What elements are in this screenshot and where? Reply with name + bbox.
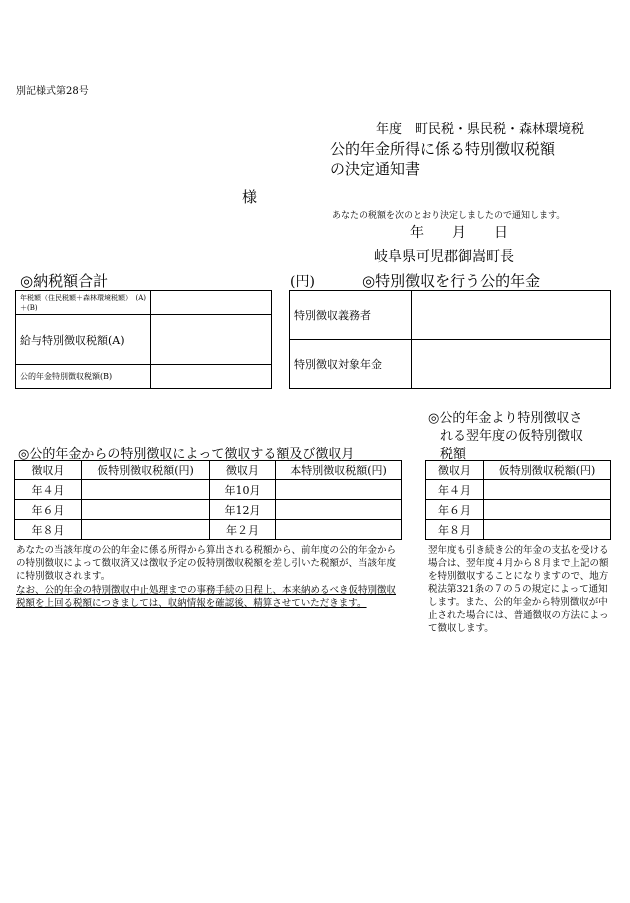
collection-note: あなたの当該年度の公的年金に係る所得から算出される税額から、前年度の公的年金からの特別徴収によって徴収済又は徴収予定の仮特別徴収税額を差し引いた税額が、当該年度に特別徴収されます。: [16, 545, 397, 582]
amount-cell: [484, 480, 611, 500]
month-cell: 年６月: [15, 500, 82, 520]
month-cell: 年８月: [426, 520, 484, 540]
document-title-line2: の決定通知書: [330, 160, 421, 178]
month-cell: 年10月: [210, 480, 276, 500]
table-row: [426, 520, 611, 540]
salary-special-tax-label: 給与特別徴収税額(A): [16, 315, 151, 365]
amount-cell: [82, 480, 210, 500]
column-header: 本特別徴収税額(円): [276, 461, 402, 480]
table-row: [16, 365, 272, 389]
table-row: [15, 480, 402, 500]
table-row: [426, 480, 611, 500]
month-cell: 年４月: [15, 480, 82, 500]
salary-special-tax-value: [151, 315, 272, 365]
amount-cell: [484, 520, 611, 540]
annual-tax-value: [151, 291, 272, 315]
amount-cell: [484, 500, 611, 520]
amount-cell: [276, 480, 402, 500]
target-pension-value: [412, 340, 611, 389]
collection-settlement-note: なお、公的年金の特別徴収中止処理までの事務手続の日程上、本来納めるべき仮特別徴収税額を上回る税額につきましては、収納情報を確認後、精算させていただきます。: [16, 585, 397, 609]
month-cell: 年２月: [210, 520, 276, 540]
tax-total-table: [15, 290, 272, 389]
collection-heading: ◎公的年金からの特別徴収によって徴収する額及び徴収月: [18, 447, 355, 462]
column-header: 仮特別徴収税額(円): [484, 461, 611, 480]
amount-cell: [82, 500, 210, 520]
table-row: [290, 340, 611, 389]
withholding-agent-value: [412, 291, 611, 340]
table-row: [426, 500, 611, 520]
addressee-honorific: 様: [242, 188, 258, 206]
table-row: [15, 520, 402, 540]
month-cell: 年８月: [15, 520, 82, 540]
month-cell: 年４月: [426, 480, 484, 500]
column-header: 徴収月: [210, 461, 276, 480]
next-year-note: 翌年度も引き続き公的年金の支払を受ける場合は、翌年度４月から８月まで上記の額を特別徴収することになりますので、地方税法第321条の７の５の規定によって通知します。また、公的年金から特別徴収が中止された場合には、普通徴収の方法によって徴収します。: [428, 545, 609, 634]
next-year-table: [425, 460, 611, 540]
table-header-row: [15, 461, 402, 480]
amount-cell: [276, 500, 402, 520]
table-row: [290, 291, 611, 340]
table-row: [16, 291, 272, 315]
table-header-row: [426, 461, 611, 480]
target-pension-label: 特別徴収対象年金: [290, 340, 412, 389]
tax-total-heading: ◎納税額合計: [20, 272, 109, 290]
issuer-name: 岐阜県可児郡御嵩町長: [374, 249, 514, 265]
amount-cell: [276, 520, 402, 540]
form-number: 別記様式第28号: [16, 86, 89, 97]
fiscal-year-tax-line: 年度 町民税・県民税・森林環境税: [376, 122, 585, 137]
withholding-agent-label: 特別徴収義務者: [290, 291, 412, 340]
pension-heading: ◎特別徴収を行う公的年金: [362, 272, 541, 290]
column-header: 徴収月: [426, 461, 484, 480]
pension-table: [289, 290, 611, 389]
notice-text: あなたの税額を次のとおり決定しましたので通知します。: [332, 211, 566, 221]
column-header: 仮特別徴収税額(円): [82, 461, 210, 480]
document-title-line1: 公的年金所得に係る特別徴収税額: [330, 140, 556, 158]
column-header: 徴収月: [15, 461, 82, 480]
month-cell: 年６月: [426, 500, 484, 520]
pension-special-tax-value: [151, 365, 272, 389]
annual-tax-label: 年税額（住民税額＋森林環境税額） (A)＋(B): [16, 291, 151, 315]
table-row: [15, 500, 402, 520]
tax-total-unit: (円): [290, 274, 315, 290]
month-cell: 年12月: [210, 500, 276, 520]
next-year-heading-line3: 税額: [440, 447, 467, 462]
next-year-heading-line1: ◎公的年金より特別徴収さ: [428, 411, 583, 426]
pension-special-tax-label: 公的年金特別徴収税額(B): [16, 365, 151, 389]
amount-cell: [82, 520, 210, 540]
collection-table: [14, 460, 402, 540]
table-row: [16, 315, 272, 365]
next-year-heading-line2: れる翌年度の仮特別徴収: [440, 429, 584, 444]
issue-date: 年 月 日: [410, 225, 508, 241]
